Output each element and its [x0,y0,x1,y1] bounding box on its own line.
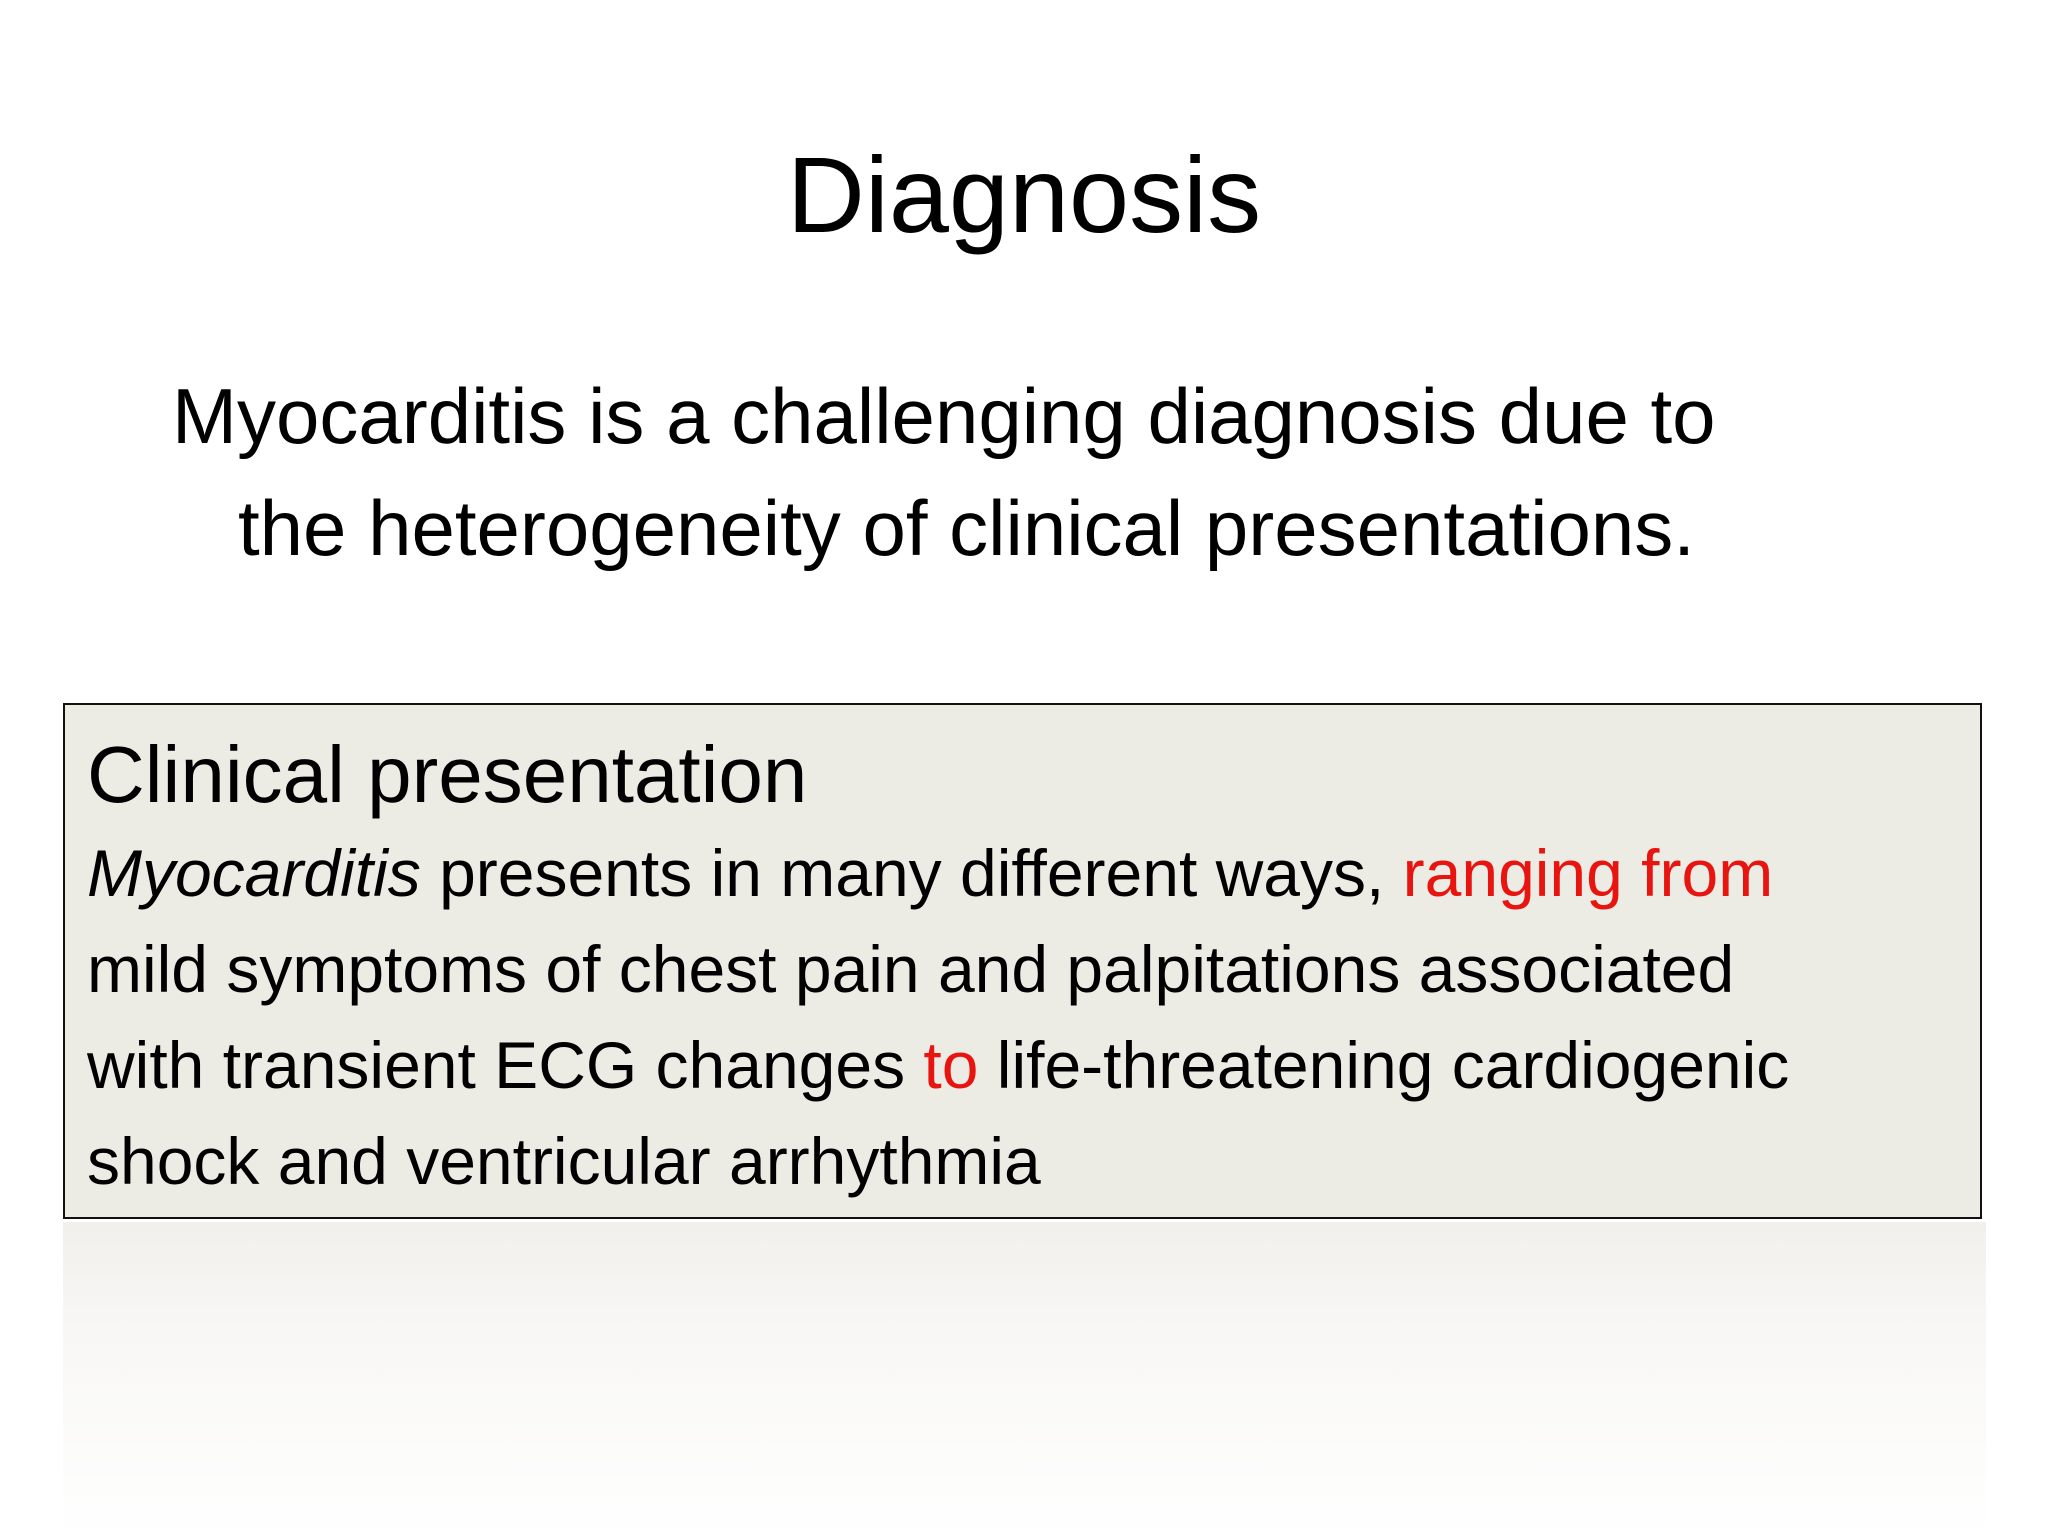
panel-line-2: mild symptoms of chest pain and palpitations associated [87,932,1735,1006]
italic-term: Myocarditis [87,836,421,910]
intro-paragraph [172,360,1892,584]
clinical-presentation-box [63,703,1982,1219]
panel-line-3 [87,1017,1960,1113]
intro-line-1: Myocarditis is a challenging diagnosis due to [172,372,1716,460]
intro-line-2: the heterogeneity of clinical presentations. [238,484,1695,572]
slide-title: Diagnosis [786,134,1262,255]
highlight-ranging-from: ranging from [1402,836,1774,910]
panel-reflection [63,1222,1986,1536]
panel-line-1 [87,825,1960,921]
panel-heading: Clinical presentation [87,730,808,819]
panel-line-3-rest: life-threatening cardiogenic [978,1028,1790,1102]
highlight-to: to [923,1028,979,1102]
panel-body [87,825,1960,1209]
panel-line-4: shock and ventricular arrhythmia [87,1124,1041,1198]
panel-line-3-text: with transient ECG changes [87,1028,924,1102]
panel-line-1-text: presents in many different ways, [420,836,1403,910]
